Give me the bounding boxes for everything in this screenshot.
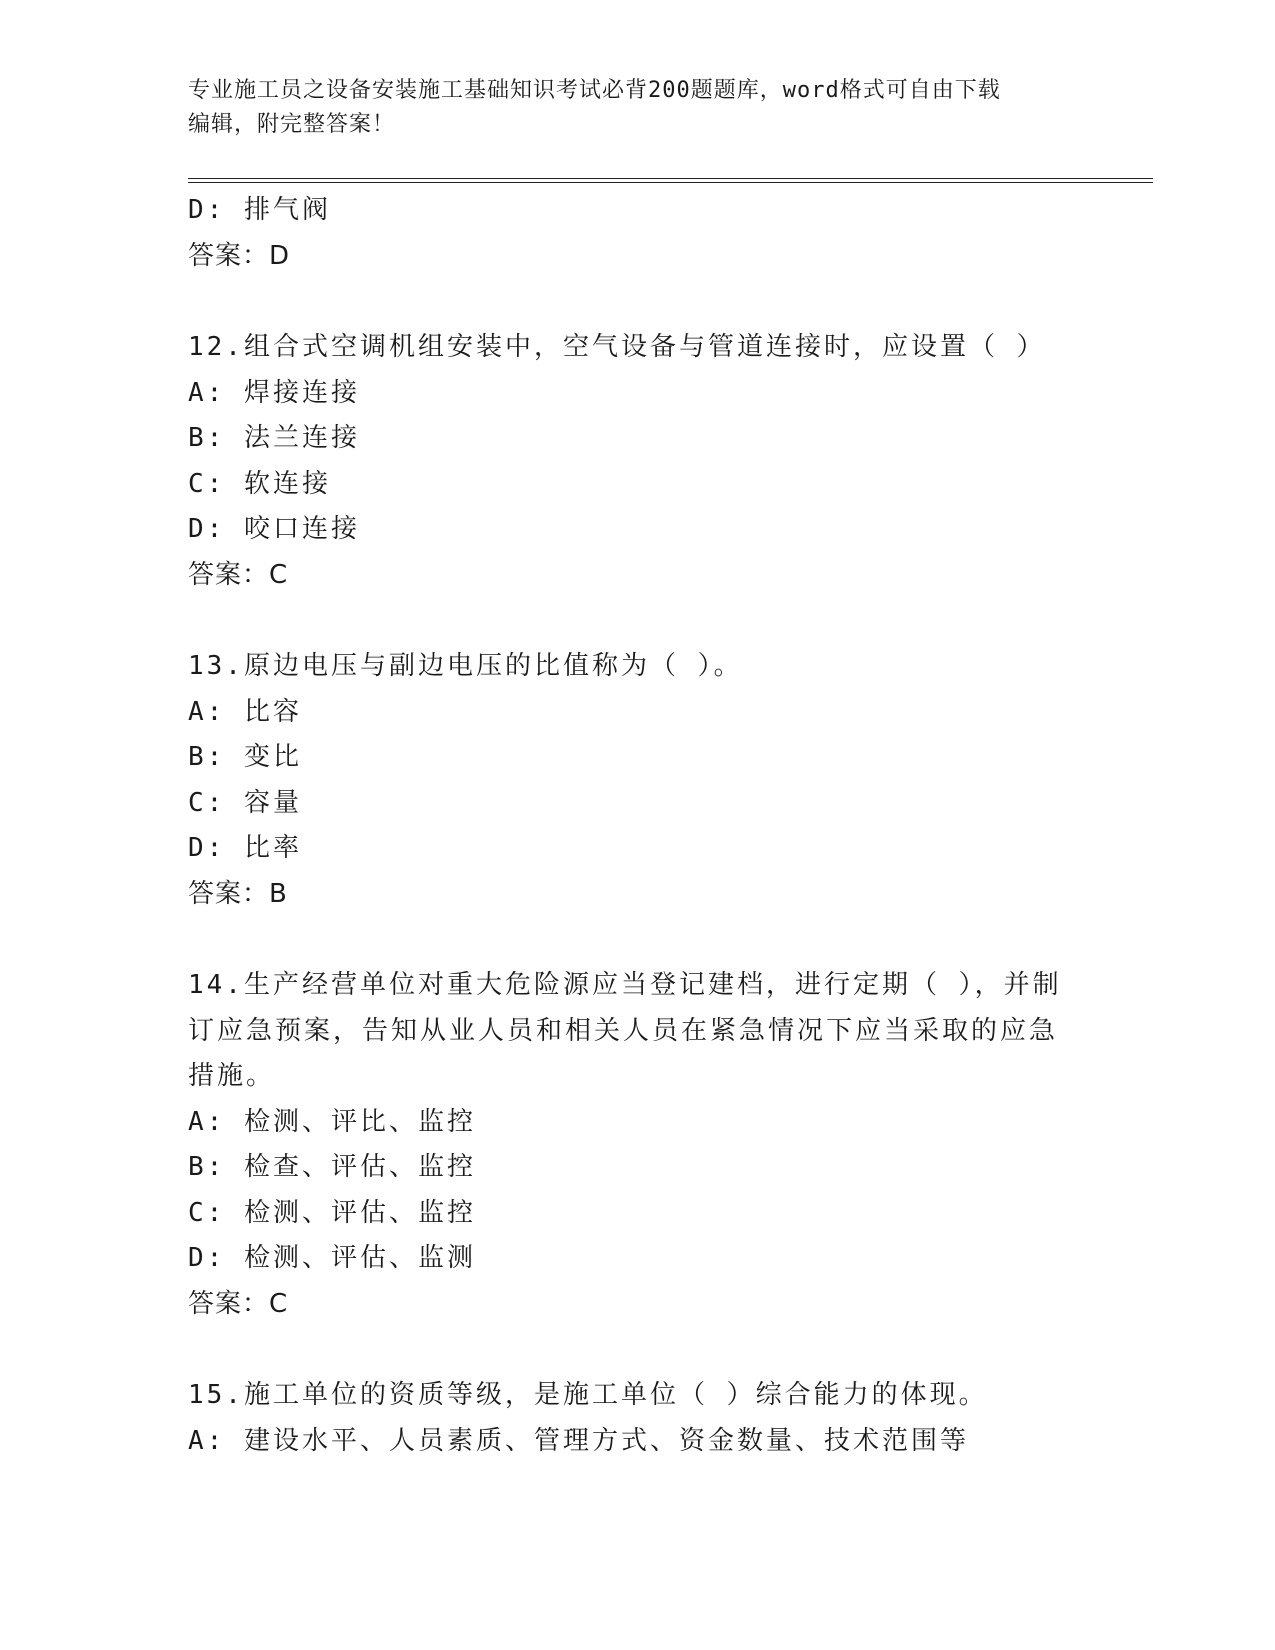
q14-option-c: C: 检测、评估、监控 [188,1197,476,1228]
q14-answer: 答案：C [188,1288,289,1319]
document-header [188,74,1088,142]
q14-stem-line-3: 措施。 [188,1061,276,1091]
q13-option-c: C: 容量 [188,787,302,818]
q12-option-a: A: 焊接连接 [188,377,360,408]
header-rule-top [188,178,1153,179]
q12-option-b: B: 法兰连接 [188,423,360,453]
q12-answer: 答案：C [188,559,289,590]
q13-option-a: A: 比容 [188,696,302,727]
q14-stem-line-1: 14.生产经营单位对重大危险源应当登记建档，进行定期（ ），并制 [188,970,1062,1000]
q14-option-b: B: 检查、评估、监控 [188,1152,476,1182]
q13-stem: 13.原边电压与副边电压的比值称为（ ）。 [188,651,743,681]
q13-option-b: B: 变比 [188,742,302,772]
q12-stem: 12.组合式空调机组安装中，空气设备与管道连接时，应设置（ ） [188,332,1046,362]
question-list [188,188,1153,1464]
document-page [188,0,1153,1650]
q13-answer: 答案：B [188,878,288,909]
header-rule-bottom [188,182,1153,183]
q14-option-d: D: 检测、评估、监测 [188,1243,476,1273]
q15-option-a: A: 建设水平、人员素质、管理方式、资金数量、技术范围等 [188,1425,969,1456]
header-title-line-2: 编辑，附完整答案！ [188,112,396,137]
header-title-line-1: 专业施工员之设备安装施工基础知识考试必背200题题库，word格式可自由下载 [188,78,1001,103]
prev-answer: 答案：D [188,240,291,271]
q13-option-d: D: 比率 [188,833,302,863]
q12-option-c: C: 软连接 [188,468,331,499]
prev-option-d: D: 排气阀 [188,195,331,225]
q14-option-a: A: 检测、评比、监控 [188,1106,476,1137]
q12-option-d: D: 咬口连接 [188,514,360,544]
q14-stem-line-2: 订应急预案，告知从业人员和相关人员在紧急情况下应当采取的应急 [188,1015,1059,1046]
q15-stem: 15.施工单位的资质等级，是施工单位（ ）综合能力的体现。 [188,1380,988,1410]
